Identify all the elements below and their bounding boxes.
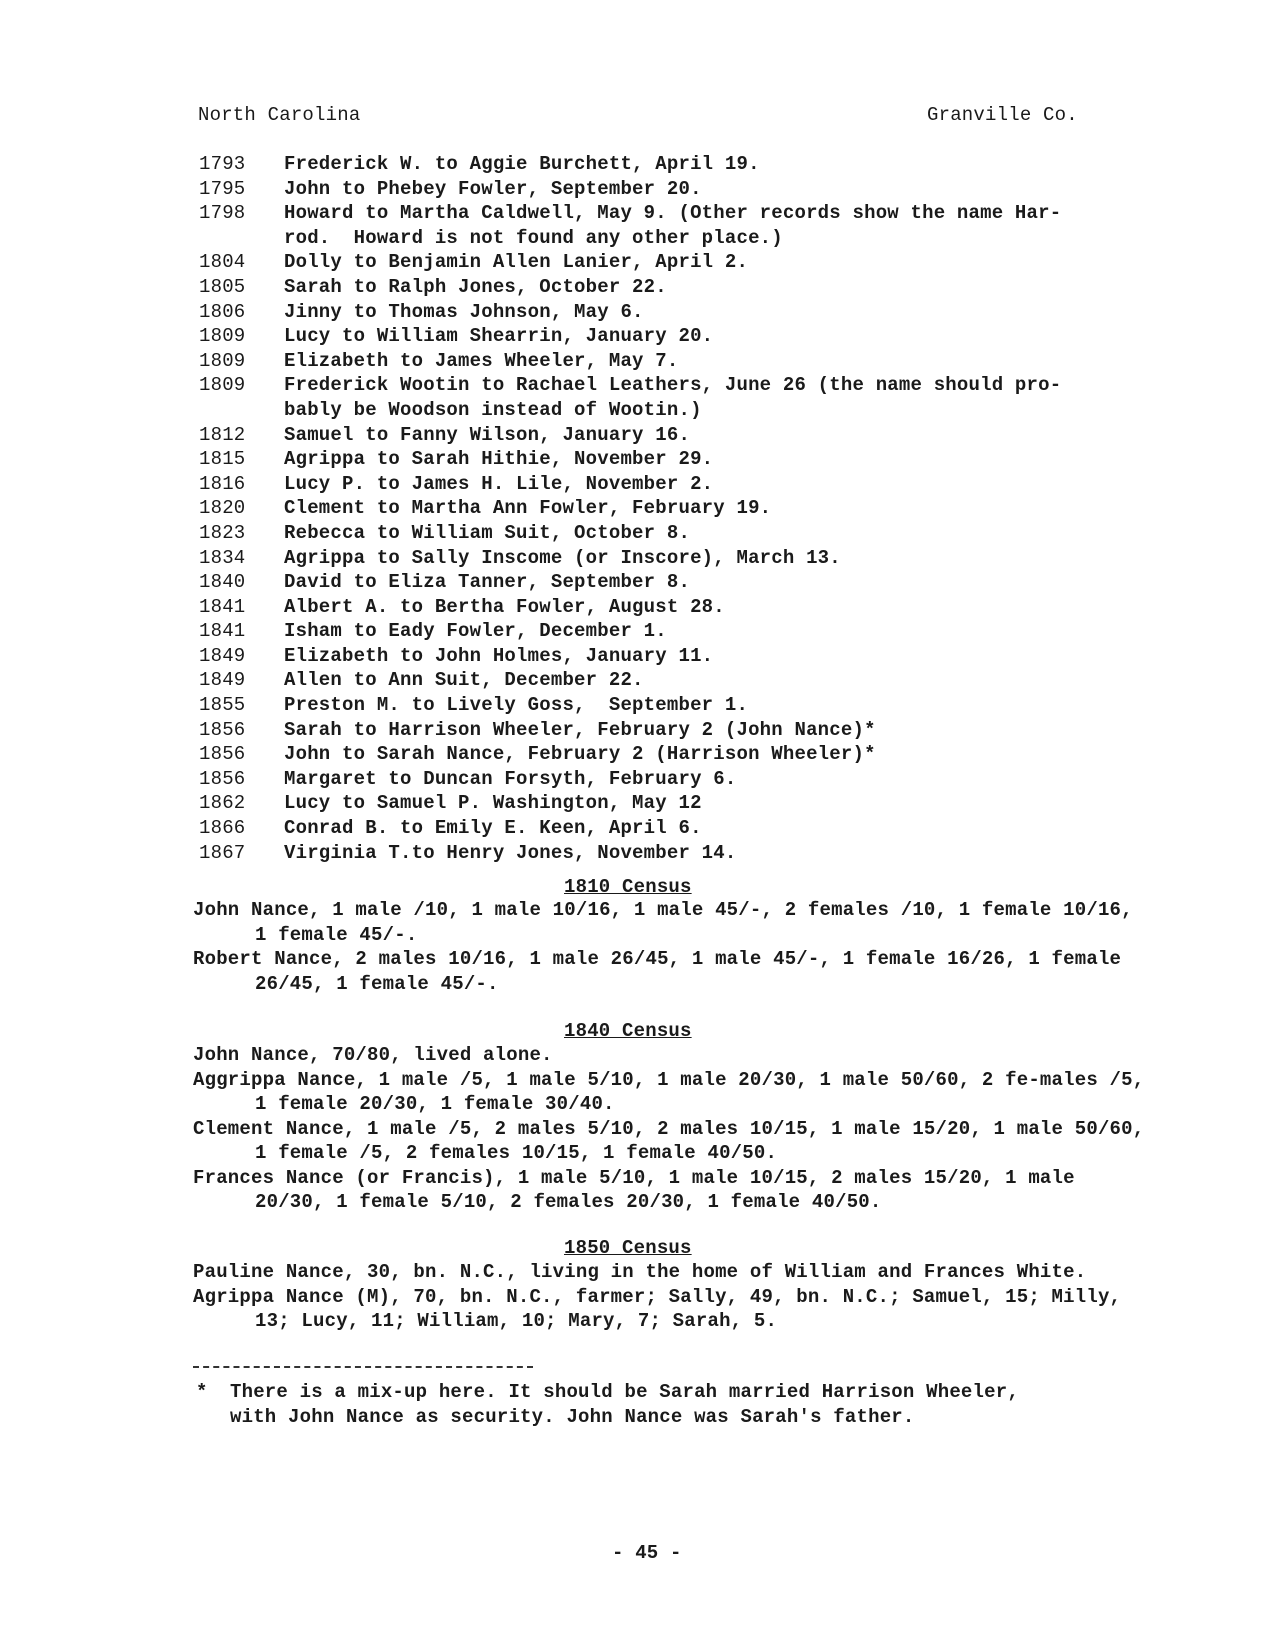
census-entry: Aggrippa Nance, 1 male /5, 1 male 5/10, 1 male 20/30, 1 male 50/60, 2 fe-males /5, 1 female 20/30, 1 female 30/40.	[193, 1068, 1145, 1115]
marriage-row	[199, 275, 1139, 300]
census-entry: Robert Nance, 2 males 10/16, 1 male 26/45, 1 male 45/-, 1 female 16/26, 1 female 26/45, 1 female 45/-.	[193, 948, 1122, 995]
marriage-year: 1809	[199, 325, 246, 348]
marriage-text: Agrippa to Sally Inscome (or Inscore), March 13.	[284, 546, 841, 569]
marriage-row	[199, 226, 1139, 251]
marriage-year: 1815	[199, 448, 246, 471]
footnote-line-1: There is a mix-up here. It should be Sarah married Harrison Wheeler,	[230, 1381, 1019, 1403]
marriage-row	[199, 373, 1139, 398]
marriage-year: 1849	[199, 644, 246, 667]
marriage-row	[199, 324, 1139, 349]
footnote-divider	[193, 1366, 533, 1368]
census-1840-entries	[193, 1043, 1153, 1215]
census-entry: Pauline Nance, 30, bn. N.C., living in the home of William and Frances White.	[193, 1261, 1087, 1283]
marriage-row	[199, 767, 1139, 792]
marriage-row	[199, 398, 1139, 423]
marriage-text: Jinny to Thomas Johnson, May 6.	[284, 300, 644, 323]
marriage-text: Allen to Ann Suit, December 22.	[284, 669, 644, 692]
marriage-row	[199, 718, 1139, 743]
census-1810-heading: 1810 Census	[564, 876, 692, 898]
marriage-year	[199, 226, 284, 251]
marriage-row	[199, 841, 1139, 866]
marriage-year	[199, 398, 284, 423]
marriage-row	[199, 570, 1139, 595]
marriage-text: rod. Howard is not found any other place.)	[284, 226, 783, 249]
marriage-text: Lucy P. to James H. Lile, November 2.	[284, 472, 714, 495]
marriage-list	[199, 152, 1139, 865]
marriage-year: 1841	[199, 620, 246, 643]
marriage-year: 1834	[199, 546, 246, 569]
marriage-year: 1806	[199, 300, 246, 323]
footnote	[196, 1380, 1096, 1430]
marriage-row	[199, 816, 1139, 841]
marriage-row	[199, 472, 1139, 497]
page-number: - 45 -	[612, 1542, 682, 1564]
header-county: Granville Co.	[927, 104, 1078, 126]
marriage-row	[199, 791, 1139, 816]
marriage-year: 1840	[199, 571, 246, 594]
marriage-year: 1867	[199, 841, 246, 864]
marriage-row	[199, 250, 1139, 275]
census-1850-heading: 1850 Census	[564, 1237, 692, 1259]
marriage-row	[199, 742, 1139, 767]
marriage-row	[199, 619, 1139, 644]
marriage-row	[199, 521, 1139, 546]
marriage-text: Albert A. to Bertha Fowler, August 28.	[284, 595, 725, 618]
marriage-row	[199, 177, 1139, 202]
marriage-text: Frederick Wootin to Rachael Leathers, June 26 (the name should pro-	[284, 374, 1062, 397]
marriage-year: 1793	[199, 153, 246, 175]
marriage-text: Elizabeth to James Wheeler, May 7.	[284, 349, 679, 372]
footnote-marker: *	[196, 1381, 208, 1403]
marriage-year: 1866	[199, 817, 246, 840]
header-state: North Carolina	[198, 104, 361, 126]
census-entry: John Nance, 1 male /10, 1 male 10/16, 1 male 45/-, 2 females /10, 1 female 10/16, 1 female 45/-.	[193, 899, 1133, 946]
marriage-text: Virginia T.to Henry Jones, November 14.	[284, 841, 737, 864]
census-entry: Agrippa Nance (M), 70, bn. N.C., farmer; Sally, 49, bn. N.C.; Samuel, 15; Milly, 13; Lucy, 11; William, 10; Mary, 7; Sarah, 5.	[193, 1285, 1122, 1332]
marriage-text: Margaret to Duncan Forsyth, February 6.	[284, 767, 737, 790]
marriage-text: Agrippa to Sarah Hithie, November 29.	[284, 448, 714, 471]
marriage-text: John to Sarah Nance, February 2 (Harrison Wheeler)*	[284, 743, 876, 766]
marriage-row	[199, 152, 1139, 177]
marriage-year: 1795	[199, 177, 246, 200]
marriage-text: Clement to Martha Ann Fowler, February 19.	[284, 497, 772, 520]
marriage-year: 1809	[199, 374, 246, 397]
marriage-text: Preston M. to Lively Goss, September 1.	[284, 694, 749, 717]
marriage-row	[199, 668, 1139, 693]
marriage-year: 1849	[199, 669, 246, 692]
footnote-line-2: with John Nance as security. John Nance was Sarah's father.	[230, 1406, 915, 1428]
marriage-row	[199, 423, 1139, 448]
marriage-row	[199, 693, 1139, 718]
marriage-row	[199, 349, 1139, 374]
marriage-year: 1816	[199, 472, 246, 495]
marriage-text: Conrad B. to Emily E. Keen, April 6.	[284, 817, 702, 840]
census-1810-entries	[193, 898, 1153, 996]
marriage-text: Lucy to Samuel P. Washington, May 12	[284, 792, 702, 815]
marriage-year: 1862	[199, 792, 246, 815]
census-entry: John Nance, 70/80, lived alone.	[193, 1044, 553, 1066]
marriage-row	[199, 300, 1139, 325]
marriage-text: Sarah to Ralph Jones, October 22.	[284, 275, 667, 298]
marriage-year: 1856	[199, 743, 246, 766]
marriage-row	[199, 595, 1139, 620]
census-entry: Frances Nance (or Francis), 1 male 5/10, 1 male 10/15, 2 males 15/20, 1 male 20/30, 1 female 5/10, 2 females 20/30, 1 female 40/50.	[193, 1166, 1075, 1213]
marriage-year: 1820	[199, 497, 246, 520]
marriage-text: Samuel to Fanny Wilson, January 16.	[284, 423, 691, 446]
marriage-year: 1841	[199, 595, 246, 618]
marriage-year: 1812	[199, 423, 246, 446]
marriage-text: John to Phebey Fowler, September 20.	[284, 177, 702, 200]
marriage-year: 1855	[199, 694, 246, 717]
marriage-row	[199, 644, 1139, 669]
marriage-text: David to Eliza Tanner, September 8.	[284, 571, 691, 594]
marriage-text: Isham to Eady Fowler, December 1.	[284, 620, 667, 643]
marriage-text: Dolly to Benjamin Allen Lanier, April 2.	[284, 251, 749, 274]
marriage-year: 1823	[199, 521, 246, 544]
marriage-text: Howard to Martha Caldwell, May 9. (Other records show the name Har-	[284, 202, 1062, 225]
marriage-year: 1809	[199, 349, 246, 372]
marriage-year: 1798	[199, 202, 246, 225]
marriage-text: Sarah to Harrison Wheeler, February 2 (John Nance)*	[284, 718, 876, 741]
marriage-row	[199, 201, 1139, 226]
marriage-text: bably be Woodson instead of Wootin.)	[284, 398, 702, 421]
census-entry: Clement Nance, 1 male /5, 2 males 5/10, 2 males 10/15, 1 male 15/20, 1 male 50/60, 1 female /5, 2 females 10/15, 1 female 40/50.	[193, 1117, 1145, 1164]
marriage-year: 1805	[199, 275, 246, 298]
marriage-row	[199, 546, 1139, 571]
census-1850-entries	[193, 1260, 1153, 1334]
marriage-text: Elizabeth to John Holmes, January 11.	[284, 644, 714, 667]
marriage-row	[199, 447, 1139, 472]
marriage-year: 1856	[199, 767, 246, 790]
marriage-year: 1804	[199, 251, 246, 274]
census-1840-heading: 1840 Census	[564, 1020, 692, 1042]
marriage-text: Frederick W. to Aggie Burchett, April 19.	[284, 153, 760, 175]
marriage-text: Rebecca to William Suit, October 8.	[284, 521, 691, 544]
marriage-text: Lucy to William Shearrin, January 20.	[284, 325, 714, 348]
marriage-row	[199, 496, 1139, 521]
marriage-year: 1856	[199, 718, 246, 741]
